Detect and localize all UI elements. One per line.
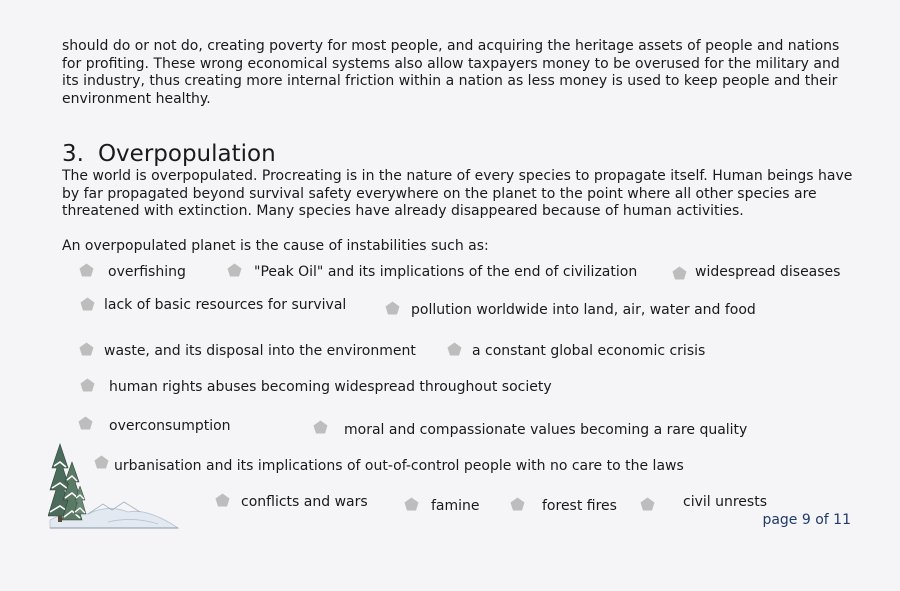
pentagon-bullet-icon <box>672 266 687 280</box>
pentagon-bullet-icon <box>447 342 462 356</box>
pentagon-bullet-icon <box>227 263 242 277</box>
list-item: overconsumption <box>109 418 231 434</box>
list-item: conflicts and wars <box>241 494 368 510</box>
pentagon-bullet-icon <box>385 301 400 315</box>
list-item: famine <box>431 498 480 514</box>
list-item: waste, and its disposal into the environment <box>104 343 416 359</box>
list-item: a constant global economic crisis <box>472 343 706 359</box>
section-title: Overpopulation <box>97 141 276 167</box>
pentagon-bullet-icon <box>78 416 93 430</box>
list-item: pollution worldwide into land, air, water and food <box>411 302 756 318</box>
pentagon-bullet-icon <box>79 342 94 356</box>
list-item: overfishing <box>108 264 186 280</box>
section-heading <box>62 140 276 168</box>
list-item: "Peak Oil" and its implications of the end of civilization <box>254 264 638 280</box>
pentagon-bullet-icon <box>79 263 94 277</box>
list-item: civil unrests <box>683 494 767 510</box>
list-item: forest fires <box>542 498 617 514</box>
list-item: lack of basic resources for survival <box>104 297 347 313</box>
list-item: moral and compassionate values becoming a rare quality <box>344 422 748 438</box>
intro-paragraph: should do or not do, creating poverty for most people, and acquiring the heritage assets of people and nations for profiting. These wrong economical systems also allow taxpayers money to be overused for the military and its industry, thus creating more internal friction within a nation as less money is used to keep people and their environment healthy. <box>62 38 840 107</box>
snowy-pine-trees-icon <box>48 440 180 532</box>
page-number: page 9 of 11 <box>762 512 851 528</box>
pentagon-bullet-icon <box>215 493 230 507</box>
pentagon-bullet-icon <box>80 378 95 392</box>
list-item: widespread diseases <box>695 264 841 280</box>
pentagon-bullet-icon <box>80 297 95 311</box>
pentagon-bullet-icon <box>404 497 419 511</box>
list-intro: An overpopulated planet is the cause of instabilities such as: <box>62 238 489 254</box>
section-body: The world is overpopulated. Procreating is in the nature of every species to propagate itself. Human beings have by far propagated beyond survival safety everywhere on the planet to the point where all other species are threatened with extinction. Many species have already disappeared because of human activities. <box>62 168 853 219</box>
list-item: urbanisation and its implications of out-of-control people with no care to the laws <box>114 458 684 474</box>
list-item: human rights abuses becoming widespread throughout society <box>109 379 552 395</box>
pentagon-bullet-icon <box>640 497 655 511</box>
section-number: 3. <box>62 141 84 167</box>
pentagon-bullet-icon <box>510 497 525 511</box>
pentagon-bullet-icon <box>313 420 328 434</box>
